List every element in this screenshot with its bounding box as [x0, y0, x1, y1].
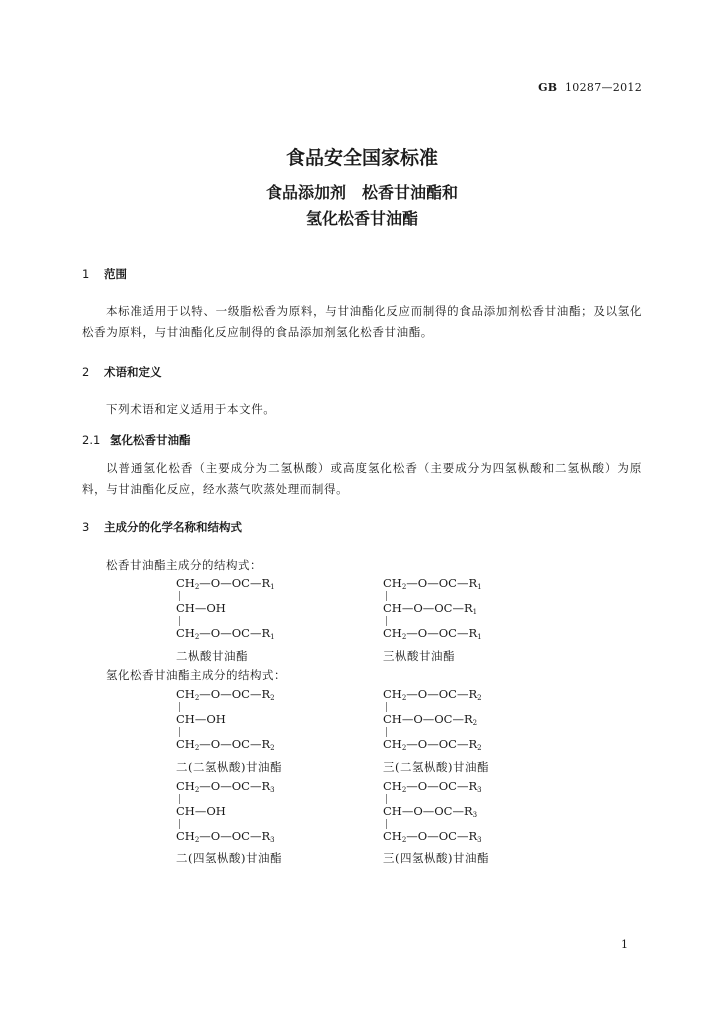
structure-name: 三(四氢枞酸)甘油酯 [383, 851, 489, 865]
section-2-1-heading: 2.1 氢化松香甘油酯 [82, 433, 191, 447]
structure-name: 二(四氢枞酸)甘油酯 [176, 851, 282, 865]
section-1-heading: 1 范围 [82, 267, 127, 281]
section-3-heading: 3 主成分的化学名称和结构式 [82, 520, 242, 534]
section-2-text: 下列术语和定义适用于本文件。 [106, 402, 276, 416]
section-1-text: 本标准适用于以特、一级脂松香为原料，与甘油酯化反应而制得的食品添加剂松香甘油酯；及以氢化松香为原料，与甘油酯化反应制得的食品添加剂氢化松香甘油酯。 [82, 304, 642, 339]
formula-intro-2: 氢化松香甘油酯主成分的结构式： [106, 668, 286, 682]
section-2-heading: 2 术语和定义 [82, 365, 162, 379]
structure-name: 三枞酸甘油酯 [383, 649, 455, 663]
page-title: 食品安全国家标准 [285, 147, 438, 169]
subtitle-line-2: 氢化松香甘油酯 [305, 209, 418, 228]
section-2-1-text: 以普通氢化松香（主要成分为二氢枞酸）或高度氢化松香（主要成分为四氢枞酸和二氢枞酸）为原料，与甘油酯化反应，经水蒸气吹蒸处理而制得。 [82, 461, 642, 496]
page-number: 1 [621, 938, 628, 951]
subtitle-line-1: 食品添加剂 松香甘油酯和 [265, 183, 458, 202]
formula-intro-1: 松香甘油酯主成分的结构式： [106, 558, 262, 572]
structure-name: 二(二氢枞酸)甘油酯 [176, 760, 282, 774]
structure-name: 三(二氢枞酸)甘油酯 [383, 760, 489, 774]
structure-name: 二枞酸甘油酯 [176, 649, 248, 663]
standard-number: GB 10287—2012 [538, 81, 642, 94]
